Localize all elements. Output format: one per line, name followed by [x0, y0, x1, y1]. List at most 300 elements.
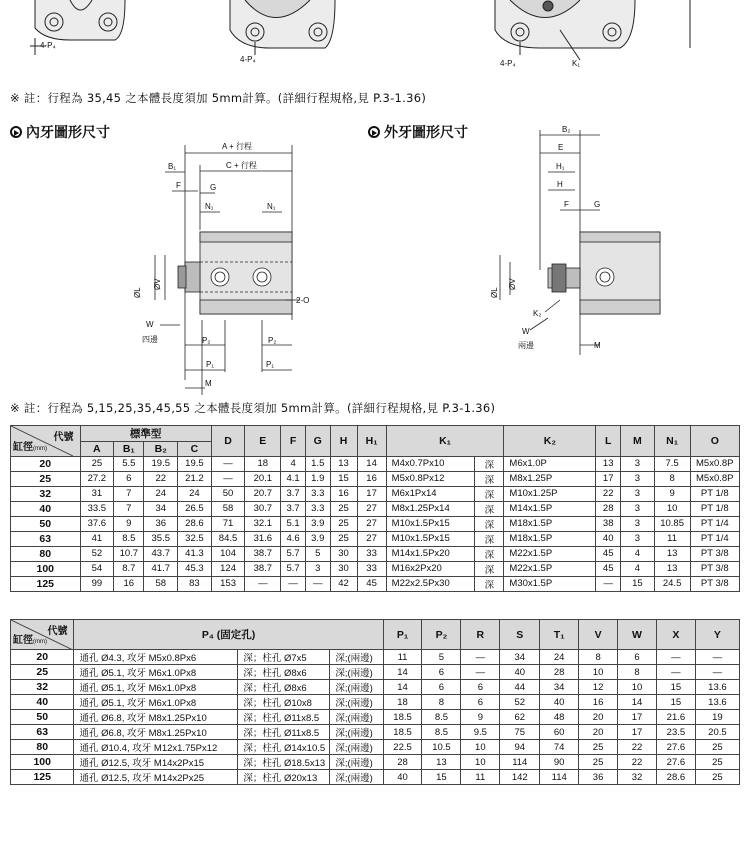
bore-cell: 32 — [11, 680, 74, 695]
label-w-outer: W — [522, 327, 530, 336]
table-cell: 13 — [654, 561, 690, 576]
table-cell: 16 — [330, 486, 357, 501]
table-row — [11, 755, 740, 770]
table-cell: 13 — [654, 546, 690, 561]
table-cell: M10x1.5Px15 — [386, 531, 475, 546]
table-cell: PT 1/4 — [690, 531, 739, 546]
table-cell: 30 — [330, 561, 357, 576]
table-row — [11, 576, 740, 591]
table-cell: PT 3/8 — [690, 576, 739, 591]
table-cell: 10.85 — [654, 516, 690, 531]
note-stroke-35-45: ※ 註：行程為 35,45 之本體長度須加 5mm計算。(詳細行程規格,見 P.3-1.36) — [10, 91, 427, 105]
table-row — [11, 501, 740, 516]
table-row — [11, 665, 740, 680]
table-cell: M16x2Px20 — [386, 561, 475, 576]
table-cell: 114 — [500, 755, 540, 770]
table-cell: 104 — [211, 546, 245, 561]
table-cell: — — [461, 650, 500, 665]
table-cell: 16 — [357, 471, 386, 486]
table-cell: 4 — [621, 546, 655, 561]
table-cell: 深 — [475, 456, 504, 471]
dimension-table-1: 代號 缸徑(mm) 標準型 D E F G H H₁ K₁ K₂ L M N₁ O A B₁ B₂ C 20 25 5.5 19.5 19.5 — 18 4 1.5 13 14 M4x0.7Px10 深 M6x1.0P 13 3 7.5 M5x0.8P 25 27.2 6 22 21.2 — 20.1 4.1 1.9 15 16 M5x0.8Px12 深 M8x1.25P 17 3 8 M5x0.8P 32 31 7 24 24 50 20.7 3.7 3.3 16 17 M6x1Px14 深 M10x1.25P 22 3 9 PT 1/8 40 33.5 7 34 26.5 58 30.7 3.7 3.3 25 27 M8x1.25Px14 深 M14x1.5P 28 3 10 PT 1/8 50 37.6 9 36 28.6 71 32.1 5.1 3.9 25 27 M10x1.5Px15 深 M18x1.5P 38 3 10.85 PT 1/4 63 41 8.5 35.5 32.5 84.5 31.6 4.6 3.9 25 27 M10x1.5Px15 深 M18x1.5P 40 3 11 PT 1/4 80 52 10.7 43.7 41.3 104 38.7 5.7 5 30 33 M14x1.5Px20 深 M22x1.5P 45 4 13 PT 3/8 100 54 8.7 41.7 45.3 124 38.7 5.7 3 30 33 M16x2Px20 深 M22x1.5P 45 4 13 PT 3/8 125 99 16 58 83 153 — — — 42 45 M22x2.5Px30 深 M30x1.5P — 15 24.5 PT 3/8 — [10, 425, 740, 592]
table-cell: 31.6 — [245, 531, 281, 546]
table-cell: M4x0.7Px10 — [386, 456, 475, 471]
table-cell: 通孔 Ø5.1, 攻牙 M6x1.0Px8 — [74, 665, 238, 680]
table-row — [11, 531, 740, 546]
table-cell: 28.6 — [178, 516, 212, 531]
label-two-sides: 兩邊 — [518, 341, 534, 350]
table-cell: 深;(兩邊) — [330, 665, 383, 680]
table-cell: 23.5 — [656, 725, 695, 740]
table-cell: 19.5 — [178, 456, 212, 471]
table-cell: 36 — [144, 516, 178, 531]
table-cell: 8 — [579, 650, 618, 665]
table-cell: 124 — [211, 561, 245, 576]
bore-cell: 20 — [11, 456, 81, 471]
table-cell: 20.1 — [245, 471, 281, 486]
bore-cell: 80 — [11, 740, 74, 755]
table-cell: 22.5 — [383, 740, 422, 755]
technical-drawings — [0, 0, 750, 400]
table-cell: 深;(兩邊) — [330, 725, 383, 740]
table-cell: 90 — [540, 755, 579, 770]
table-cell: 4.1 — [281, 471, 306, 486]
table-cell: 深;(兩邊) — [330, 650, 383, 665]
table-cell: 40 — [500, 665, 540, 680]
table-cell: 25 — [330, 516, 357, 531]
table-cell: M22x2.5Px30 — [386, 576, 475, 591]
table-cell: 20 — [579, 725, 618, 740]
table-cell: 13.6 — [695, 680, 739, 695]
table-cell: 深；柱孔 Ø10x8 — [238, 695, 330, 710]
table-cell: 8.5 — [422, 725, 461, 740]
table-cell: 3.9 — [305, 516, 330, 531]
table-cell: 18 — [245, 456, 281, 471]
table-cell: 深 — [475, 531, 504, 546]
label-p1-a: P₁ — [206, 360, 215, 369]
table-cell: 52 — [80, 546, 114, 561]
table-cell: M10x1.25P — [504, 486, 596, 501]
table-cell: 83 — [178, 576, 212, 591]
label-k1: K₁ — [572, 59, 581, 68]
bore-cell: 125 — [11, 576, 81, 591]
table-cell: 12 — [579, 680, 618, 695]
table-cell: 38 — [596, 516, 621, 531]
table-cell: 27 — [357, 531, 386, 546]
table-cell: 4 — [281, 456, 306, 471]
table-cell: 9 — [114, 516, 144, 531]
table-cell: 深;(兩邊) — [330, 680, 383, 695]
table-cell: 11 — [383, 650, 422, 665]
bore-cell: 20 — [11, 650, 74, 665]
label-a-stroke: A + 行程 — [222, 142, 253, 151]
table-cell: 15 — [422, 770, 461, 785]
table-cell: 38.7 — [245, 561, 281, 576]
table-cell: M14x1.5P — [504, 501, 596, 516]
table-cell: 60 — [540, 725, 579, 740]
bore-cell: 32 — [11, 486, 81, 501]
bore-cell: 125 — [11, 770, 74, 785]
label-phi-l-outer: ØL — [490, 287, 499, 298]
table-cell: 25 — [579, 740, 618, 755]
table-cell: PT 3/8 — [690, 561, 739, 576]
table-cell: 142 — [500, 770, 540, 785]
label-f-inner: F — [176, 181, 181, 190]
table-cell: 34 — [144, 501, 178, 516]
table-cell: 15 — [621, 576, 655, 591]
table-cell: 8.5 — [114, 531, 144, 546]
table-cell: 9 — [654, 486, 690, 501]
table-cell: 22 — [144, 471, 178, 486]
table-cell: 25 — [330, 501, 357, 516]
table-cell: 40 — [596, 531, 621, 546]
label-4p4-mid: 4-P₄ — [240, 55, 256, 64]
table-cell: 26.5 — [178, 501, 212, 516]
table-cell: 13 — [422, 755, 461, 770]
table-cell: 28 — [596, 501, 621, 516]
table-row — [11, 725, 740, 740]
table-cell: 6 — [461, 695, 500, 710]
table-cell: 84.5 — [211, 531, 245, 546]
table1-corner: 代號 缸徑(mm) — [11, 426, 81, 457]
table-cell: 10 — [461, 740, 500, 755]
table-row — [11, 710, 740, 725]
table-row — [11, 740, 740, 755]
label-four-sides: 四邊 — [142, 335, 158, 344]
table-cell: 3.7 — [281, 486, 306, 501]
table-cell: 3 — [621, 456, 655, 471]
table-cell: 18.5 — [383, 725, 422, 740]
table-cell: M6x1Px14 — [386, 486, 475, 501]
table-cell: 通孔 Ø6.8, 攻牙 M8x1.25Px10 — [74, 710, 238, 725]
table-cell: 3.3 — [305, 501, 330, 516]
label-b2: B₂ — [562, 125, 571, 134]
table-cell: 27.6 — [656, 755, 695, 770]
table-cell: 42 — [330, 576, 357, 591]
label-k2: K₂ — [533, 309, 542, 318]
table-cell: 24 — [178, 486, 212, 501]
table-cell: PT 1/8 — [690, 486, 739, 501]
table-cell: — — [305, 576, 330, 591]
label-n1-a: N₁ — [205, 202, 214, 211]
table-cell: 58 — [211, 501, 245, 516]
table-cell: — — [211, 471, 245, 486]
table-cell: 20 — [579, 710, 618, 725]
table-cell: M14x1.5Px20 — [386, 546, 475, 561]
table-cell: M10x1.5Px15 — [386, 516, 475, 531]
section-title-inner: 內牙圖形尺寸 — [10, 122, 110, 142]
table-cell: 34 — [540, 680, 579, 695]
table-cell: 75 — [500, 725, 540, 740]
table-cell: — — [281, 576, 306, 591]
table-cell: 6 — [114, 471, 144, 486]
table-cell: 14 — [383, 665, 422, 680]
table-cell: PT 1/8 — [690, 501, 739, 516]
table-cell: 6 — [461, 680, 500, 695]
table-cell: 30.7 — [245, 501, 281, 516]
table-cell: 34 — [500, 650, 540, 665]
label-4p4-left: 4-P₄ — [40, 41, 56, 50]
table-cell: — — [656, 665, 695, 680]
table-cell: — — [211, 456, 245, 471]
table-cell: 21.2 — [178, 471, 212, 486]
label-h: H — [557, 180, 563, 189]
table-cell: 10 — [654, 501, 690, 516]
table-row — [11, 680, 740, 695]
table-cell: 通孔 Ø4.3, 攻牙 M5x0.8Px6 — [74, 650, 238, 665]
table-cell: 28 — [383, 755, 422, 770]
table-row — [11, 561, 740, 576]
label-c-stroke: C + 行程 — [226, 161, 257, 170]
table-cell: 通孔 Ø5.1, 攻牙 M6x1.0Px8 — [74, 695, 238, 710]
play-circle-icon — [10, 126, 22, 138]
table-cell: 10 — [579, 665, 618, 680]
table-cell: 33 — [357, 546, 386, 561]
table-row — [11, 650, 740, 665]
label-m-inner: M — [205, 379, 212, 388]
table-cell: 深;(兩邊) — [330, 770, 383, 785]
table-cell: 44 — [500, 680, 540, 695]
table-cell: M5x0.8P — [690, 471, 739, 486]
label-n1-b: N₁ — [267, 202, 276, 211]
table-cell: 3 — [621, 516, 655, 531]
table-cell: 深；柱孔 Ø8x6 — [238, 665, 330, 680]
table-cell: 6 — [618, 650, 657, 665]
table-cell: M18x1.5P — [504, 516, 596, 531]
table-cell: 5.7 — [281, 546, 306, 561]
table-cell: 14 — [357, 456, 386, 471]
table-cell: 深 — [475, 471, 504, 486]
table-cell: 深；柱孔 Ø11x8.5 — [238, 725, 330, 740]
table-cell: 16 — [579, 695, 618, 710]
table-cell: 3 — [621, 531, 655, 546]
table-cell: 3.9 — [305, 531, 330, 546]
table-cell: 9 — [461, 710, 500, 725]
table-cell: 15 — [656, 680, 695, 695]
label-m-outer: M — [594, 341, 601, 350]
label-p2-a: P₂ — [202, 336, 211, 345]
table-cell: 45.3 — [178, 561, 212, 576]
table-cell: 25 — [80, 456, 114, 471]
label-w-inner: W — [146, 320, 154, 329]
table-cell: 5.5 — [114, 456, 144, 471]
table-cell: 31 — [80, 486, 114, 501]
table-cell: — — [656, 650, 695, 665]
table-cell: 11 — [654, 531, 690, 546]
table-cell: 40 — [383, 770, 422, 785]
table-cell: M22x1.5P — [504, 561, 596, 576]
table-cell: 50 — [211, 486, 245, 501]
table-cell: 32.1 — [245, 516, 281, 531]
table-cell: 22 — [618, 740, 657, 755]
table-cell: 深；柱孔 Ø11x8.5 — [238, 710, 330, 725]
table-row — [11, 770, 740, 785]
table-cell: 40 — [540, 695, 579, 710]
table-cell: 52 — [500, 695, 540, 710]
top-view-right — [495, 0, 690, 60]
table-cell: 3 — [621, 486, 655, 501]
table-cell: 25 — [695, 740, 739, 755]
table-cell: 5 — [305, 546, 330, 561]
bore-cell: 63 — [11, 725, 74, 740]
bore-cell: 100 — [11, 561, 81, 576]
table-cell: 17 — [618, 710, 657, 725]
table-cell: M18x1.5P — [504, 531, 596, 546]
table-cell: 58 — [144, 576, 178, 591]
label-phi-v-outer: ØV — [508, 278, 517, 290]
table-cell: 13.6 — [695, 695, 739, 710]
table-cell: — — [695, 665, 739, 680]
table-cell: 深;(兩邊) — [330, 755, 383, 770]
table-cell: 41.3 — [178, 546, 212, 561]
table-cell: 45 — [357, 576, 386, 591]
table-row — [11, 486, 740, 501]
table-cell: 深 — [475, 516, 504, 531]
std-type-header: 標準型 — [80, 426, 211, 442]
bore-cell: 50 — [11, 710, 74, 725]
table-cell: — — [461, 665, 500, 680]
bore-cell: 50 — [11, 516, 81, 531]
table-cell: 8.5 — [422, 710, 461, 725]
bore-cell: 100 — [11, 755, 74, 770]
table-cell: 深 — [475, 546, 504, 561]
table-cell: 深 — [475, 576, 504, 591]
table-cell: 32.5 — [178, 531, 212, 546]
table-cell: 1.5 — [305, 456, 330, 471]
table-cell: 深;(兩邊) — [330, 740, 383, 755]
table-cell: 5.1 — [281, 516, 306, 531]
bore-cell: 40 — [11, 695, 74, 710]
table-cell: 24 — [144, 486, 178, 501]
table2-corner: 代號 缸徑(mm) — [11, 620, 74, 650]
table-cell: 8 — [618, 665, 657, 680]
table-row — [11, 695, 740, 710]
table-cell: 27 — [357, 516, 386, 531]
table-cell: 45 — [596, 561, 621, 576]
table-cell: PT 1/4 — [690, 516, 739, 531]
table-cell: 22 — [618, 755, 657, 770]
table1-body — [11, 456, 740, 591]
table-cell: 30 — [330, 546, 357, 561]
table-cell: 6 — [422, 665, 461, 680]
section-title-outer: 外牙圖形尺寸 — [368, 122, 468, 142]
table-cell: 通孔 Ø12.5, 攻牙 M14x2Px15 — [74, 755, 238, 770]
table-cell: 99 — [80, 576, 114, 591]
table-cell: 19.5 — [144, 456, 178, 471]
label-h1: H₁ — [556, 162, 565, 171]
table-cell: 通孔 Ø10.4, 攻牙 M12x1.75Px12 — [74, 740, 238, 755]
table-cell: 62 — [500, 710, 540, 725]
table-cell: 17 — [357, 486, 386, 501]
table-cell: 43.7 — [144, 546, 178, 561]
table-cell: 通孔 Ø6.8, 攻牙 M8x1.25Px10 — [74, 725, 238, 740]
table-cell: 17 — [596, 471, 621, 486]
table-cell: 27 — [357, 501, 386, 516]
label-e: E — [558, 143, 564, 152]
table-cell: 22 — [596, 486, 621, 501]
label-phi-l-inner: ØL — [133, 287, 142, 298]
table-cell: 14 — [618, 695, 657, 710]
table-cell: M6x1.0P — [504, 456, 596, 471]
table-cell: 28 — [540, 665, 579, 680]
label-4p4-right: 4-P₄ — [500, 59, 516, 68]
table-row — [11, 516, 740, 531]
table-cell: 41.7 — [144, 561, 178, 576]
label-b1: B₁ — [168, 162, 177, 171]
table-cell: 深；柱孔 Ø18.5x13 — [238, 755, 330, 770]
table-cell: 8.7 — [114, 561, 144, 576]
table-cell: 通孔 Ø12.5, 攻牙 M14x2Px25 — [74, 770, 238, 785]
table-cell: 10 — [618, 680, 657, 695]
dimension-table-2: 代號 缸徑(mm) P₄ (固定孔) P₁ P₂ R S T₁ V W X Y 20 通孔 Ø4.3, 攻牙 M5x0.8Px6 深；柱孔 Ø7x5 深;(兩邊) 11 5 — 34 24 8 6 — — 25 通孔 Ø5.1, 攻牙 M6x1.0Px8 深；柱孔 Ø8x6 深;(兩邊) 14 6 — 40 28 10 8 — — 32 通孔 Ø5.1, 攻牙 M6x1.0Px8 深；柱孔 Ø8x6 深;(兩邊) 14 6 6 44 34 12 10 15 13.6 40 通孔 Ø5.1, 攻牙 M6x1.0Px8 深；柱孔 Ø10x8 深;(兩邊) 18 8 6 52 40 16 14 15 13.6 50 通孔 Ø6.8, 攻牙 M8x1.25Px10 深；柱孔 Ø11x8.5 深;(兩邊) 18.5 8.5 9 62 48 20 17 21.6 19 63 通孔 Ø6.8, 攻牙 M8x1.25Px10 深；柱孔 Ø11x8.5 深;(兩邊) 18.5 8.5 9.5 75 60 20 17 23.5 20.5 80 通孔 Ø10.4, 攻牙 M12x1.75Px12 深；柱孔 Ø14x10.5 深;(兩邊) 22.5 10.5 10 94 74 25 22 27.6 25 100 通孔 Ø12.5, 攻牙 M14x2Px15 深；柱孔 Ø18.5x13 深;(兩邊) 28 13 10 114 90 25 22 27.6 25 125 通孔 Ø12.5, 攻牙 M14x2Px25 深；柱孔 Ø20x13 深;(兩邊) 40 15 11 142 114 36 32 28.6 25 — [10, 619, 740, 785]
table-cell: 10.5 — [422, 740, 461, 755]
bore-cell: 80 — [11, 546, 81, 561]
table2-body — [11, 650, 740, 785]
table-cell: 深 — [475, 486, 504, 501]
table-cell: 27.2 — [80, 471, 114, 486]
outer-thread-drawing — [500, 130, 660, 355]
table-cell: 25 — [695, 755, 739, 770]
table-cell: 153 — [211, 576, 245, 591]
table-cell: 16 — [114, 576, 144, 591]
table-cell: 深；柱孔 Ø7x5 — [238, 650, 330, 665]
table-cell: 深；柱孔 Ø14x10.5 — [238, 740, 330, 755]
table-cell: — — [596, 576, 621, 591]
table-cell: 7 — [114, 486, 144, 501]
play-circle-icon — [368, 126, 380, 138]
table-cell: 3 — [621, 501, 655, 516]
table-cell: 25 — [330, 531, 357, 546]
table-cell: 71 — [211, 516, 245, 531]
table-cell: 15 — [656, 695, 695, 710]
table-cell: 114 — [540, 770, 579, 785]
label-g-outer: G — [594, 200, 601, 209]
table-cell: 74 — [540, 740, 579, 755]
bore-cell: 25 — [11, 665, 74, 680]
table-cell: 41 — [80, 531, 114, 546]
table-cell: 7.5 — [654, 456, 690, 471]
table-cell: 深;(兩邊) — [330, 695, 383, 710]
table-cell: PT 3/8 — [690, 546, 739, 561]
label-p2-b: P₂ — [268, 336, 277, 345]
table-cell: 3 — [305, 561, 330, 576]
table-cell: 13 — [596, 456, 621, 471]
table-cell: 7 — [114, 501, 144, 516]
table-cell: 3.3 — [305, 486, 330, 501]
label-p1-b: P₁ — [266, 360, 275, 369]
table-cell: M8x1.25P — [504, 471, 596, 486]
bore-cell: 40 — [11, 501, 81, 516]
table-row — [11, 546, 740, 561]
table-cell: 33.5 — [80, 501, 114, 516]
table-cell: 20.5 — [695, 725, 739, 740]
label-f-outer: F — [564, 200, 569, 209]
table-row — [11, 471, 740, 486]
table-cell: 19 — [695, 710, 739, 725]
table-cell: M5x0.8Px12 — [386, 471, 475, 486]
table-cell: 10.7 — [114, 546, 144, 561]
table-cell: 5 — [422, 650, 461, 665]
table-cell: 深 — [475, 561, 504, 576]
top-view-middle — [230, 0, 335, 55]
table-cell: 94 — [500, 740, 540, 755]
table-cell: 11 — [461, 770, 500, 785]
table-cell: 18 — [383, 695, 422, 710]
table-cell: 18.5 — [383, 710, 422, 725]
table-cell: 5.7 — [281, 561, 306, 576]
table-cell: 25 — [695, 770, 739, 785]
table-cell: M5x0.8P — [690, 456, 739, 471]
